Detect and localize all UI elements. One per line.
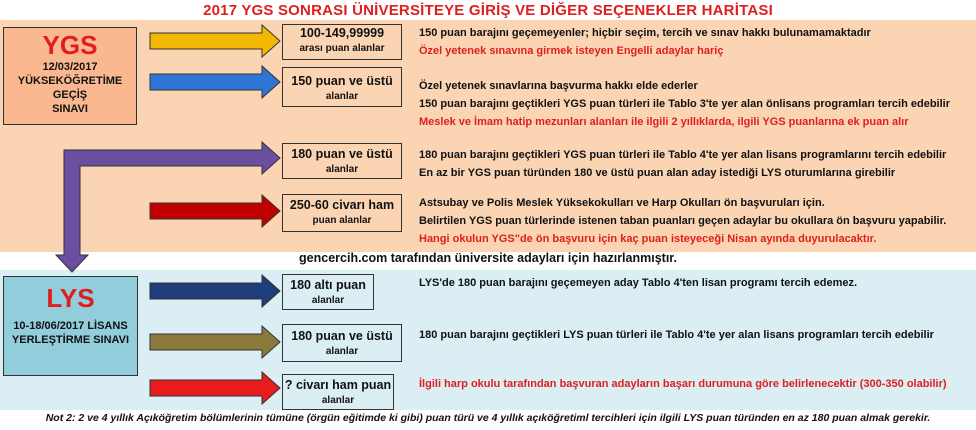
score-box-sub: puan alanlar [312,215,372,226]
score-box-main: 250-60 civarı ham [289,198,395,212]
arrow-row-4 [150,195,280,227]
description-line: İlgili harp okulu tarafından başvuran adayların başarı durumuna göre belirlenecektir (300-350 olabilir) [419,378,947,390]
arrow-row-7 [150,372,280,404]
arrow-row-1 [150,25,280,57]
description-line: LYS'de 180 puan barajını geçemeyen aday Tablo 4'ten lisan programı tercih edemez. [419,277,858,289]
score-box-row-5 [282,274,374,310]
description-line: 180 puan barajını geçtikleri LYS puan türleri ile Tablo 4'te yer alan lisans programları tercih edebilir [419,329,934,341]
score-box-row-1 [282,24,402,60]
score-box-row-7 [282,374,394,410]
description-line: Özel yetenek sınavına girmek isteyen Engelli adaylar hariç [419,45,724,57]
score-box-main: 150 puan ve üstü [291,74,393,88]
ygs-line2: SINAVI [52,103,88,115]
score-box-main: 100-149,99999 [299,26,385,40]
score-box-row-2 [282,67,402,107]
arrow-row-6 [150,326,280,358]
score-box-row-4 [282,194,402,232]
score-box-row-6 [282,324,402,362]
score-box-sub: arası puan alanlar [299,43,385,54]
credit-line: gencercih.com tarafından üniversite adayları için hazırlanmıştır. [299,251,677,265]
description-line: Özel yetenek sınavlarına başvurma hakkı elde ederler [419,80,698,92]
score-box-main: 180 altı puan [290,278,366,292]
description-row-6 [419,328,934,342]
score-box-sub: alanlar [321,395,355,406]
score-box-main: 180 puan ve üstü [291,329,393,343]
description-line: Astsubay ve Polis Meslek Yüksekokulları ve Harp Okulları ön başvuruları için. [419,197,825,209]
ygs-date: 12/03/2017 [42,61,98,73]
description-row-7 [419,377,947,391]
score-box-sub: alanlar [325,346,359,357]
description-row-3 [419,148,946,180]
description-line: 150 puan barajını geçtikleri YGS puan türleri ile Tablo 3'te yer alan önlisans programları tercih edebilir [419,98,950,110]
description-line: 150 puan barajını geçemeyenler; hiçbir seçim, tercih ve sınav hakkı bulunamamaktadır [419,27,871,39]
description-line: Belirtilen YGS puan türlerinde istenen taban puanları geçen adaylar bu okullara ön başvuru yapabilir. [419,215,947,227]
score-box-row-3 [282,143,402,179]
description-line: 180 puan barajını geçtikleri YGS puan türleri ile Tablo 4'te yer alan lisans programlarını tercih edebilir [419,149,947,161]
lys-exam-box [3,276,138,376]
ygs-line1: YÜKSEKÖĞRETİME GEÇİŞ [17,75,123,101]
lys-line2: YERLEŞTİRME SINAVI [11,334,130,346]
page-title: 2017 YGS SONRASI ÜNİVERSİTEYE GİRİŞ VE DİĞER SEÇENEKLER HARİTASI [203,2,773,19]
description-line: Meslek ve İmam hatip mezunları alanları ile ilgili 2 yıllıklarda, ilgili YGS puanlarına ek puan alır [419,116,909,128]
score-box-main: 180 puan ve üstü [291,147,393,161]
ygs-exam-box [3,27,137,125]
score-box-main: ? civarı ham puan [284,378,392,392]
arrow-row-2 [150,66,280,98]
score-box-sub: alanlar [311,295,345,306]
description-line: Hangi okulun YGS"de ön başvuru için kaç puan isteyeceği Nisan ayında duyurulacaktır. [419,233,877,245]
description-row-2 [419,79,950,129]
footnote: Not 2: 2 ve 4 yıllık Açıköğretim bölümlerinin tümüne (örgün eğitimde ki gibi) puan türü ve 4 yıllık açıköğretiml tercihleri için ilgili LYS puan türünden en az 180 puan almak gerekir. [45,412,931,424]
description-row-1 [419,26,871,58]
arrow-row-5 [150,275,280,307]
description-line: En az bir YGS puan türünden 180 ve üstü puan alan aday istediği LYS oturumlarına girebilir [419,167,896,179]
lys-name: LYS [46,283,95,313]
lys-line1: 10-18/06/2017 LİSANS [13,320,128,332]
description-row-5 [419,276,857,290]
score-box-sub: alanlar [325,91,359,102]
score-box-sub: alanlar [325,164,359,175]
ygs-name: YGS [42,30,98,60]
description-row-4 [419,196,946,246]
